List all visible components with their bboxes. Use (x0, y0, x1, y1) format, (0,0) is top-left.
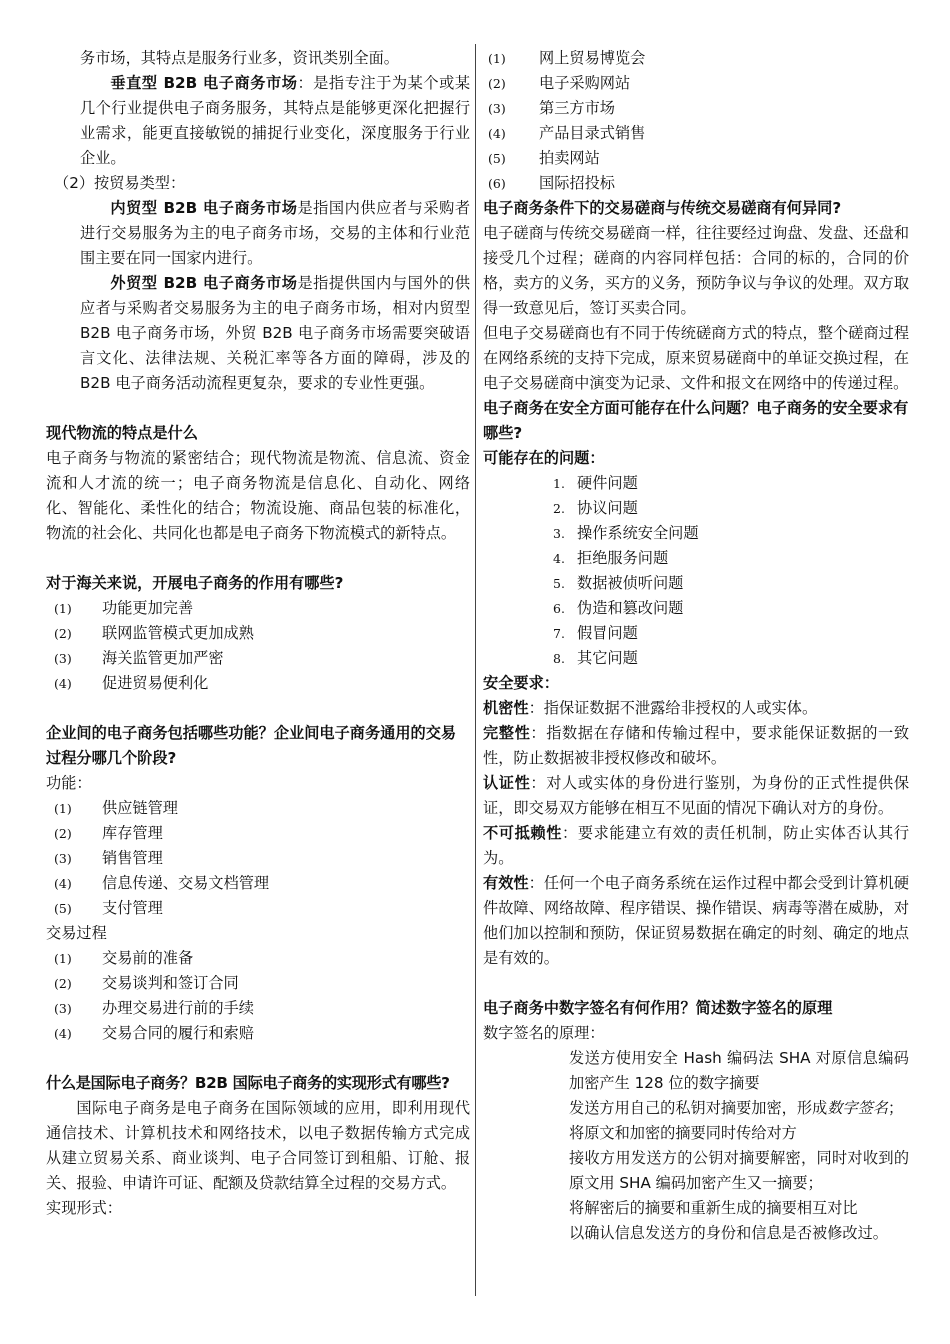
list-item: (2) 交易谈判和签订合同 (54, 974, 239, 992)
list-item: 4. 拒绝服务问题 (553, 549, 669, 567)
nonrepudiation-term: 不可抵赖性 (483, 824, 563, 842)
list-item: (1) 功能更加完善 (54, 599, 194, 617)
list-item: 3. 操作系统安全问题 (553, 524, 699, 542)
list-item: (1) 网上贸易博览会 (488, 49, 646, 67)
signature-step: 将原文和加密的摘要同时传给对方 (569, 1124, 797, 1142)
list-item: (1) 供应链管理 (54, 799, 178, 817)
authentication-term: 认证性 (483, 774, 531, 792)
signature-step: 将解密后的摘要和重新生成的摘要相互对比 (569, 1199, 858, 1217)
list-item: (3) 销售管理 (54, 849, 163, 867)
foreign-b2b-term: 外贸型 B2B 电子商务市场 (110, 274, 298, 292)
signature-steps (483, 1046, 909, 1246)
validity-paragraph: 有效性：任何一个电子商务系统在运作过程中都会受到计算机硬件故障、网络故障、程序错误、操作错误、病毒等潜在威胁，对他们加以控制和预防，保证贸易数据在确定的时刻、确定的地点是有效的。 (483, 874, 910, 967)
logistics-answer: 电子商务与物流的紧密结合；现代物流是物流、信息流、资金流和人才流的统一；电子商务物流是信息化、自动化、网络化、智能化、柔性化的结合；物流设施、商品包装的标准化，物流的社会化、共同化也都是电子商务下物流模式的新特点。 (46, 449, 470, 542)
functions-label: 功能： (46, 774, 92, 792)
logistics-question: 现代物流的特点是什么 (46, 424, 198, 442)
problems-list (483, 471, 909, 671)
negotiation-question: 电子商务条件下的交易磋商与传统交易磋商有何异同? (483, 199, 842, 217)
list-item: (3) 办理交易进行前的手续 (54, 999, 254, 1017)
vertical-b2b-text: ：是指专注于为某个或某几个行业提供电子商务服务，其特点是能够更深化把握行业需求，能更直接敏锐的捕捉行业变化，深度服务于行业企业。 (80, 74, 471, 167)
domestic-b2b-term: 内贸型 B2B 电子商务市场 (110, 199, 298, 217)
list-item: (1) 交易前的准备 (54, 949, 194, 967)
foreign-b2b-paragraph (46, 271, 470, 396)
list-item: (6) 国际招投标 (488, 174, 615, 192)
right-column (483, 46, 909, 1246)
signature-step: 发送方用自己的私钥对摘要加密，形成数字签名； (569, 1099, 904, 1117)
list-item: (2) 联网监管模式更加成熟 (54, 624, 254, 642)
integrity-paragraph: 完整性：指数据在存储和传输过程中，要求能保证数据的一致性，防止数据被非授权修改和破坏。 (483, 724, 910, 767)
process-list (46, 946, 470, 1046)
b2b-question: 企业间的电子商务包括哪些功能？企业间电子商务通用的交易过程分哪几个阶段? (46, 724, 457, 767)
confidentiality-paragraph: 机密性：指保证数据不泄露给非授权的人或实体。 (483, 699, 818, 717)
vertical-b2b-term: 垂直型 B2B 电子商务市场 (110, 74, 298, 92)
vertical-b2b-paragraph (46, 71, 470, 171)
signature-step: 发送方使用安全 Hash 编码法 SHA 对原信息编码加密产生 128 位的数字摘要 (569, 1049, 909, 1092)
list-item: (4) 信息传递、交易文档管理 (54, 874, 270, 892)
list-item: (2) 库存管理 (54, 824, 163, 842)
intl-question: 什么是国际电子商务？B2B 国际电子商务的实现形式有哪些? (46, 1074, 450, 1092)
list-item: (4) 促进贸易便利化 (54, 674, 209, 692)
forms-label: 实现形式： (46, 1199, 122, 1217)
nonrepudiation-paragraph: 不可抵赖性：要求能建立有效的责任机制，防止实体否认其行为。 (483, 824, 910, 867)
market-intro-text: 务市场，其特点是服务行业多，资讯类别全面。 (80, 49, 399, 67)
security-question: 电子商务在安全方面可能存在什么问题？电子商务的安全要求有哪些? (483, 399, 909, 442)
signature-label: 数字签名的原理： (483, 1024, 605, 1042)
signature-question: 电子商务中数字签名有何作用？简述数字签名的原理 (483, 999, 833, 1017)
list-item: 7. 假冒问题 (553, 624, 638, 642)
requirements-label: 安全要求： (483, 674, 559, 692)
list-item: (4) 产品目录式销售 (488, 124, 646, 142)
list-item: 6. 伪造和篡改问题 (553, 599, 684, 617)
process-label: 交易过程 (46, 924, 107, 942)
functions-list (46, 796, 470, 921)
customs-list (46, 596, 470, 696)
list-item: (3) 第三方市场 (488, 99, 615, 117)
integrity-term: 完整性 (483, 724, 531, 742)
list-item: (2) 电子采购网站 (488, 74, 631, 92)
problems-label: 可能存在的问题： (483, 449, 605, 467)
validity-term: 有效性 (483, 874, 529, 892)
foreign-b2b-text: 是指提供国内与国外的供应者与采购者交易服务为主的电子商务市场，相对内贸型 B2B 电子商务市场，外贸 B2B 电子商务市场需要突破语言文化、法律法规、关税汇率等各方面的障碍，涉及的 B2B 电子商务活动流程更复杂，要求的专业性更强。 (80, 274, 471, 392)
list-item: 1. 硬件问题 (553, 474, 638, 492)
list-item: (4) 交易合同的履行和索赔 (54, 1024, 254, 1042)
list-item: (5) 支付管理 (54, 899, 163, 917)
authentication-paragraph: 认证性：对人或实体的身份进行鉴别，为身份的正式性提供保证，即交易双方能够在相互不见面的情况下确认对方的身份。 (483, 774, 910, 817)
list-item: 8. 其它问题 (553, 649, 638, 667)
signature-step: 接收方用发送方的公钥对摘要解密，同时对收到的原文用 SHA 编码加密产生又一摘要； (569, 1149, 909, 1192)
list-item: (5) 拍卖网站 (488, 149, 600, 167)
forms-list (483, 46, 909, 196)
list-item: 5. 数据被侦听问题 (553, 574, 684, 592)
negotiation-answer-2: 但电子交易磋商也有不同于传统磋商方式的特点，整个磋商过程在网络系统的支持下完成，原来贸易磋商中的单证交换过程，在电子交易磋商中演变为记录、文件和报文在网络中的传递过程。 (483, 324, 909, 392)
confidentiality-term: 机密性 (483, 699, 529, 717)
customs-question: 对于海关来说，开展电子商务的作用有哪些? (46, 574, 344, 592)
column-divider (475, 44, 476, 1296)
left-column (46, 46, 470, 1221)
domestic-b2b-text: 是指国内供应者与采购者进行交易服务为主的电子商务市场，交易的主体和行业范围主要在同一国家内进行。 (80, 199, 471, 267)
trade-type-heading: （2）按贸易类型： (54, 174, 186, 192)
list-item: 2. 协议问题 (553, 499, 638, 517)
domestic-b2b-paragraph (46, 196, 470, 271)
list-item: (3) 海关监管更加严密 (54, 649, 224, 667)
signature-step: 以确认信息发送方的身份和信息是否被修改过。 (569, 1224, 888, 1242)
negotiation-answer-1: 电子磋商与传统交易磋商一样，往往要经过询盘、发盘、还盘和接受几个过程；磋商的内容同样包括：合同的标的，合同的价格，卖方的义务，买方的义务，预防争议与争议的处理。双方取得一致意见后，签订买卖合同。 (483, 224, 909, 317)
intl-answer: 国际电子商务是电子商务在国际领域的应用，即利用现代通信技术、计算机技术和网络技术，以电子数据传输方式完成从建立贸易关系、商业谈判、电子合同签订到租船、订舱、报关、报验、申请许可证、配额及贷款结算全过程的交易方式。 (46, 1099, 470, 1192)
